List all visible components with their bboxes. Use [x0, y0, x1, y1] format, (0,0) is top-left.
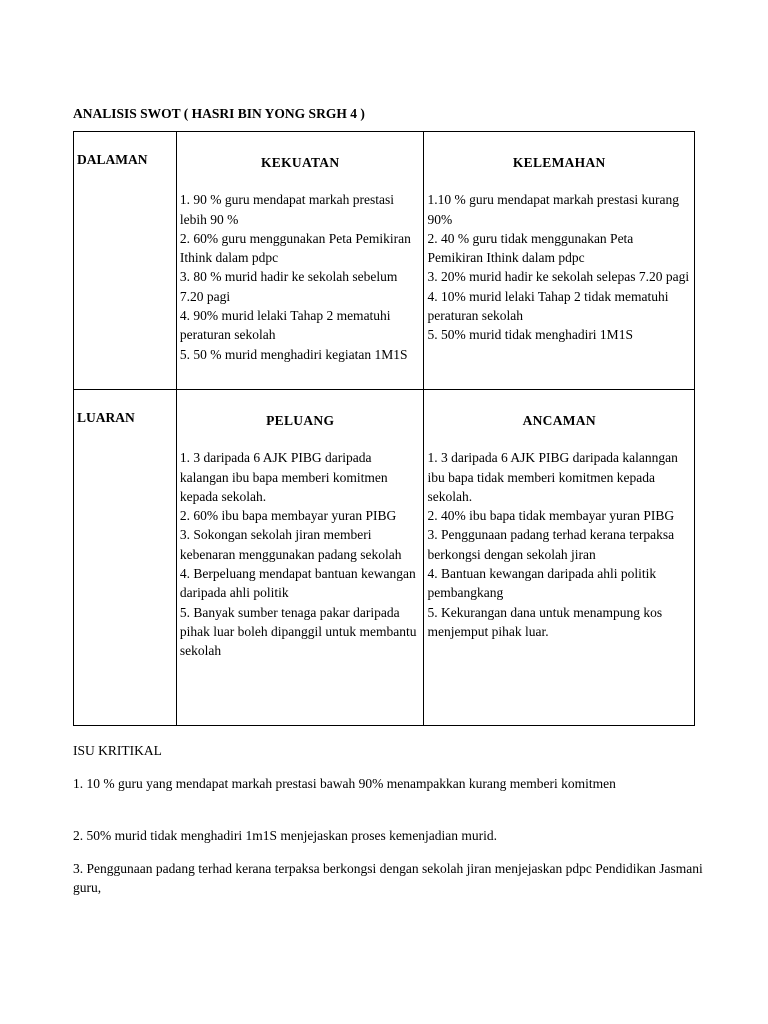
- document-title: ANALISIS SWOT ( HASRI BIN YONG SRGH 4 ): [73, 106, 365, 121]
- ancaman-list: [424, 448, 694, 641]
- kelemahan-list: [424, 190, 694, 344]
- list-item: 1. 3 daripada 6 AJK PIBG daripada kalanngan ibu bapa tidak memberi komitmen kepada sekolah.: [427, 450, 678, 504]
- list-item: 3. 20% murid hadir ke sekolah selepas 7.20 pagi: [427, 269, 690, 285]
- list-item: 4. Berpeluang mendapat bantuan kewangan daripada ahli politik: [179, 566, 416, 601]
- isu-kritikal-item: 1. 10 % guru yang mendapat markah prestasi bawah 90% menampakkan kurang memberi komitmen: [73, 776, 616, 791]
- kekuatan-list: [177, 190, 424, 364]
- peluang-heading: PELUANG: [266, 413, 335, 428]
- list-item: 3. Sokongan sekolah jiran memberi kebenaran menggunakan padang sekolah: [179, 527, 402, 562]
- ancaman-heading: ANCAMAN: [522, 413, 596, 428]
- list-item: 4. 10% murid lelaki Tahap 2 tidak mematuhi peraturan sekolah: [427, 288, 669, 324]
- dalaman-label: DALAMAN: [77, 152, 148, 167]
- swot-cell-ancaman: [424, 390, 695, 726]
- list-item: 5. Banyak sumber tenaga pakar daripada pihak luar boleh dipanggil untuk membantu sekolah: [179, 604, 417, 659]
- swot-cell-dalaman-label: [74, 132, 177, 390]
- isu-kritikal-item: 2. 50% murid tidak menghadiri 1m1S menjejaskan proses kemenjadian murid.: [73, 828, 498, 843]
- isu-kritikal-item: 3. Penggunaan padang terhad kerana terpaksa berkongsi dengan sekolah jiran menjejaskan pdpc Pendidikan Jasmani guru,: [73, 861, 703, 896]
- list-item: 3. Penggunaan padang terhad kerana terpaksa berkongsi dengan sekolah jiran: [427, 527, 675, 562]
- isu-kritikal-heading: ISU KRITIKAL: [73, 743, 162, 758]
- list-item: 2. 60% ibu bapa membayar yuran PIBG: [179, 508, 397, 524]
- list-item: 2. 60% guru menggunakan Peta Pemikiran Ithink dalam pdpc: [179, 230, 411, 266]
- kelemahan-heading: KELEMAHAN: [512, 155, 606, 170]
- swot-row-dalaman: [74, 132, 695, 390]
- swot-cell-luaran-label: [74, 390, 177, 726]
- swot-cell-peluang: [176, 390, 424, 726]
- kekuatan-heading: KEKUATAN: [260, 155, 340, 170]
- list-item: 2. 40 % guru tidak menggunakan Peta Pemikiran Ithink dalam pdpc: [427, 230, 634, 266]
- list-item: 1.10 % guru mendapat markah prestasi kurang 90%: [427, 192, 680, 227]
- list-item: 5. 50 % murid menghadiri kegiatan 1M1S: [179, 346, 408, 362]
- list-item: 4. Bantuan kewangan daripada ahli politik pembangkang: [427, 566, 657, 601]
- swot-table: [73, 131, 695, 726]
- list-item: 2. 40% ibu bapa tidak membayar yuran PIBG: [427, 508, 675, 524]
- list-item: 3. 80 % murid hadir ke sekolah sebelum 7.20 pagi: [179, 269, 398, 304]
- swot-row-luaran: [74, 390, 695, 726]
- swot-cell-kekuatan: [176, 132, 424, 390]
- list-item: 4. 90% murid lelaki Tahap 2 mematuhi peraturan sekolah: [179, 308, 391, 343]
- luaran-label: LUARAN: [77, 410, 135, 425]
- list-item: 5. Kekurangan dana untuk menampung kos menjemput pihak luar.: [427, 604, 663, 639]
- list-item: 1. 90 % guru mendapat markah prestasi lebih 90 %: [179, 192, 394, 227]
- swot-cell-kelemahan: [424, 132, 695, 390]
- list-item: 5. 50% murid tidak menghadiri 1M1S: [427, 327, 633, 343]
- peluang-list: [177, 448, 424, 660]
- list-item: 1. 3 daripada 6 AJK PIBG daripada kalangan ibu bapa memberi komitmen kepada sekolah.: [179, 450, 388, 504]
